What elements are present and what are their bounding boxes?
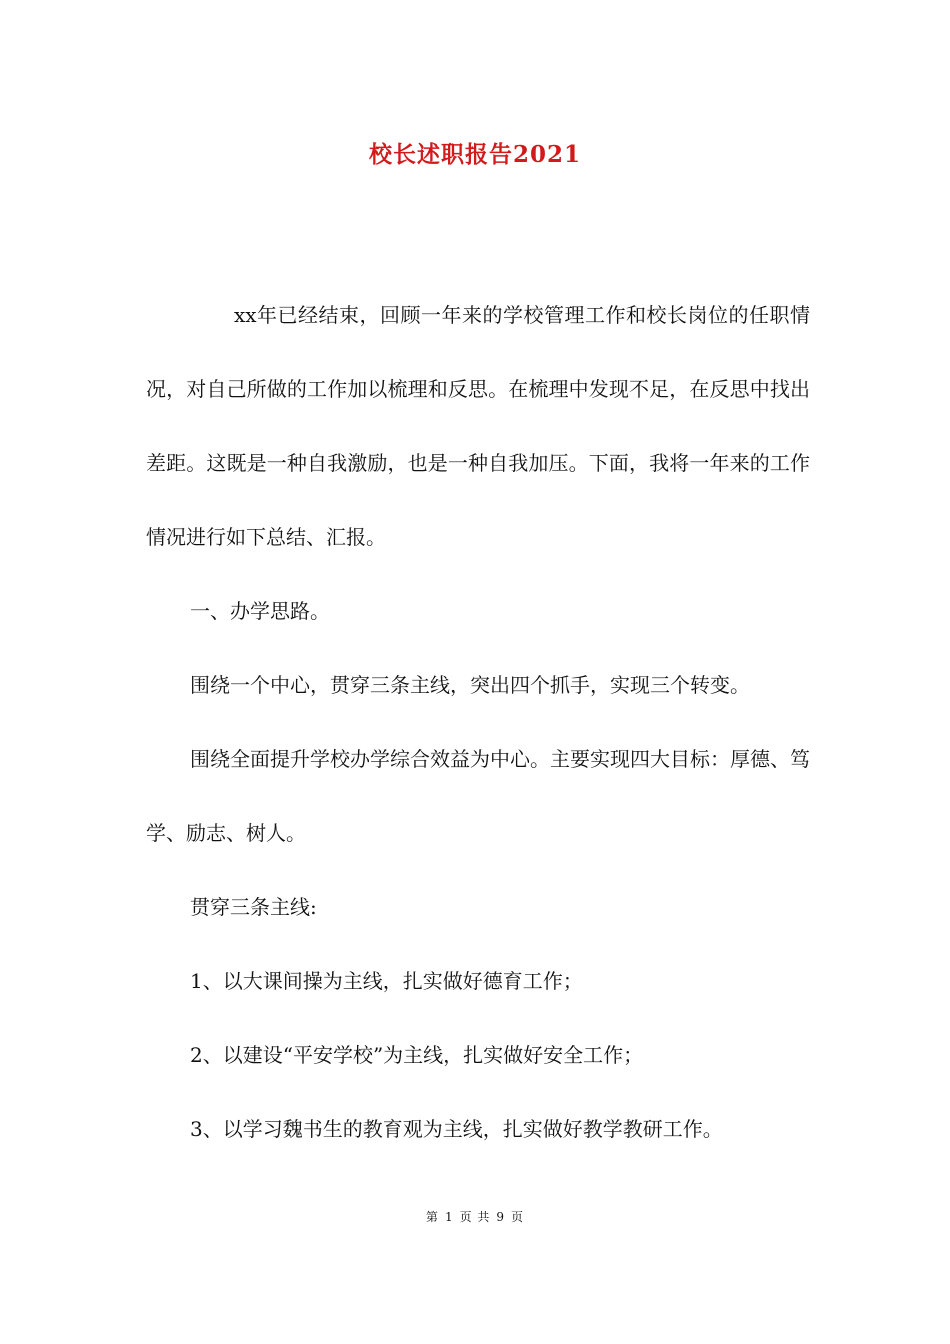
list-item: 1、以大课间操为主线，扎实做好德育工作； [190, 969, 583, 993]
current-page-number: 1 [444, 1210, 454, 1224]
total-pages-number: 9 [496, 1210, 506, 1224]
footer-label-suffix: 页 [511, 1210, 525, 1224]
list-item: 2、以建设“平安学校”为主线，扎实做好安全工作； [190, 1043, 644, 1067]
list-item: 3、以学习魏书生的教育观为主线，扎实做好教学教研工作。 [190, 1117, 723, 1141]
footer-label-mid: 页 共 [459, 1210, 491, 1224]
footer-label-prefix: 第 [425, 1210, 439, 1224]
page-footer [0, 1208, 950, 1225]
paragraph: 围绕全面提升学校办学综合效益为中心。主要实现四大目标：厚德、笃学、励志、树人。 [146, 747, 810, 845]
paragraph-intro: xx年已经结束，回顾一年来的学校管理工作和校长岗位的任职情况，对自己所做的工作加以梳理和反思。在梳理中发现不足，在反思中找出差距。这既是一种自我激励，也是一种自我加压。下面，我将一年来的工作情况进行如下总结、汇报。 [146, 303, 810, 549]
paragraph: 贯穿三条主线: [190, 895, 317, 919]
section-heading: 一、办学思路。 [190, 599, 330, 623]
paragraph: 围绕一个中心，贯穿三条主线，突出四个抓手，实现三个转变。 [190, 673, 750, 697]
document-title: 校长述职报告2021 [368, 141, 581, 168]
document-body [146, 278, 810, 1166]
